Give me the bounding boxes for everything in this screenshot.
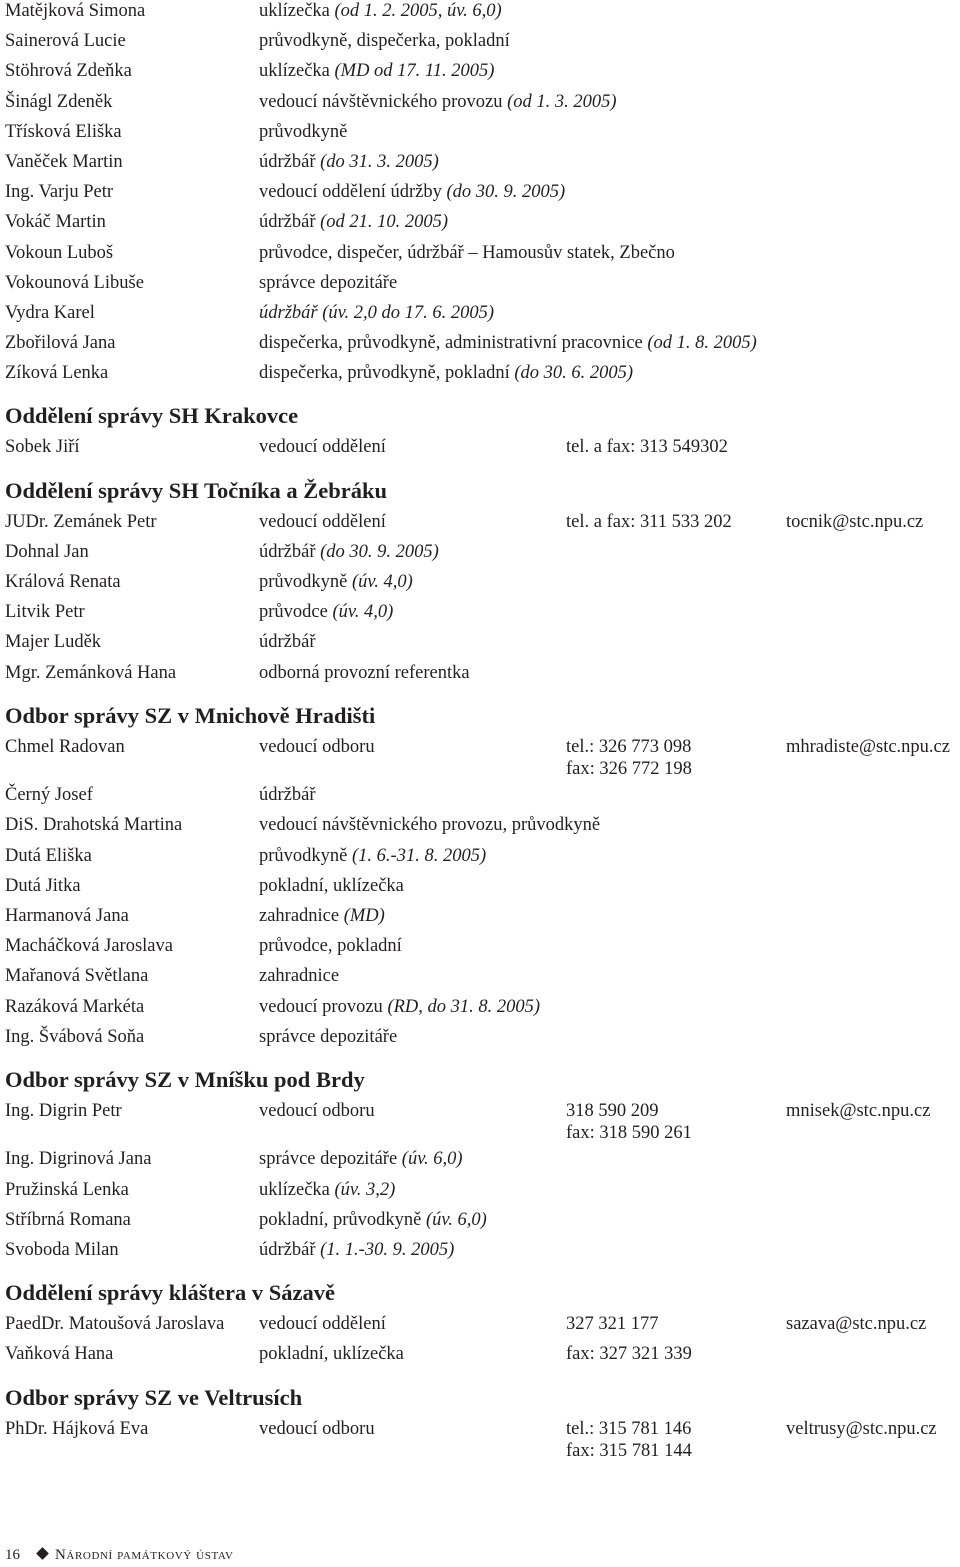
- staff-row: [5, 1209, 955, 1239]
- staff-row: [5, 1179, 955, 1209]
- section-heading: Odbor správy SZ v Mnichově Hradišti: [5, 702, 376, 728]
- staff-role: [259, 436, 386, 458]
- staff-contact: [566, 436, 728, 458]
- phone-number: tel. a fax: 313 549302: [566, 437, 728, 458]
- staff-row: [5, 631, 955, 661]
- staff-name: Zbořilová Jana: [5, 333, 116, 354]
- staff-row: [5, 965, 955, 995]
- role-text: (úv. 6,0): [401, 1149, 463, 1170]
- role-text: vedoucí oddělení údržby: [259, 182, 447, 203]
- staff-row: [5, 0, 955, 30]
- section-heading: Odbor správy SZ ve Veltrusích: [5, 1384, 303, 1410]
- staff-name: Matějková Simona: [5, 1, 146, 21]
- role-text: průvodce, pokladní: [259, 936, 402, 957]
- role-text: údržbář: [259, 1240, 321, 1260]
- staff-role: [259, 965, 339, 987]
- staff-role: [259, 242, 675, 264]
- role-text: vedoucí odboru: [259, 1418, 375, 1439]
- staff-role: [259, 1343, 404, 1365]
- role-text: vedoucí oddělení: [259, 1314, 386, 1335]
- staff-row: [5, 541, 955, 571]
- staff-name: Dohnal Jan: [5, 541, 89, 562]
- role-text: (úv. 4,0): [332, 602, 394, 623]
- role-text: správce depozitáře: [259, 1026, 398, 1047]
- role-text: (do 30. 6. 2005): [514, 363, 634, 384]
- phone-number: fax: 327 321 339: [566, 1344, 692, 1365]
- staff-name: Ing. Digrin Petr: [5, 1100, 122, 1121]
- section-heading: Oddělení správy kláštera v Sázavě: [5, 1280, 335, 1306]
- role-text: (do 30. 9. 2005): [446, 182, 566, 203]
- staff-role: [259, 151, 439, 173]
- staff-role: [259, 60, 494, 82]
- role-text: uklízečka: [259, 61, 335, 82]
- staff-name: Dutá Eliška: [5, 845, 92, 866]
- staff-row: [5, 436, 955, 466]
- staff-row: [5, 784, 955, 814]
- role-text: údržbář (úv. 2,0 do 17. 6. 2005): [259, 302, 495, 323]
- staff-row: [5, 1026, 955, 1056]
- role-text: uklízečka: [259, 1179, 335, 1200]
- role-text: pokladní, uklízečka: [259, 875, 404, 896]
- staff-row: [5, 302, 955, 332]
- staff-name: Mařanová Světlana: [5, 966, 149, 987]
- role-text: průvodkyně, dispečerka, pokladní: [259, 31, 510, 52]
- staff-name: Sobek Jiří: [5, 437, 80, 458]
- role-text: (od 1. 2. 2005, úv. 6,0): [334, 1, 502, 21]
- staff-role: [259, 1026, 397, 1048]
- fax-number: fax: 318 590 261: [566, 1122, 692, 1143]
- email-address: tocnik@stc.npu.cz: [786, 511, 924, 532]
- staff-row: [5, 121, 955, 151]
- phone-number: tel.: 326 773 098: [566, 736, 692, 757]
- staff-role: [259, 1313, 386, 1335]
- fax-number: fax: 315 781 144: [566, 1440, 692, 1461]
- role-text: (od 1. 3. 2005): [507, 91, 617, 112]
- staff-name: Vaňková Hana: [5, 1344, 114, 1365]
- staff-row: [5, 242, 955, 272]
- staff-row: [5, 1239, 955, 1269]
- role-text: zahradnice: [259, 906, 344, 926]
- staff-row: [5, 662, 955, 692]
- staff-role: [259, 814, 600, 836]
- phone-number: tel. a fax: 311 533 202: [566, 511, 732, 532]
- staff-role: [259, 1418, 375, 1440]
- role-text: průvodkyně: [259, 845, 352, 866]
- role-text: průvodkyně: [259, 572, 352, 592]
- staff-name: Vydra Karel: [5, 302, 95, 323]
- staff-name: Vokoun Luboš: [5, 242, 114, 263]
- staff-name: Pružinská Lenka: [5, 1179, 129, 1200]
- staff-name: Harmanová Jana: [5, 906, 129, 926]
- staff-row: [5, 91, 955, 121]
- staff-role: [259, 1209, 487, 1231]
- email-address: mhradiste@stc.npu.cz: [786, 736, 950, 757]
- staff-row: [5, 151, 955, 181]
- staff-row: [5, 1418, 955, 1467]
- staff-name: Litvik Petr: [5, 602, 85, 623]
- phone-number: 327 321 177: [566, 1314, 659, 1335]
- staff-role: [259, 362, 633, 384]
- email-address: veltrusy@stc.npu.cz: [786, 1418, 937, 1439]
- role-text: údržbář: [259, 632, 316, 653]
- staff-name: Svoboda Milan: [5, 1240, 119, 1260]
- role-text: údržbář: [259, 785, 316, 806]
- staff-name: Černý Josef: [5, 785, 93, 806]
- staff-row: [5, 905, 955, 935]
- email-address: sazava@stc.npu.cz: [786, 1314, 927, 1335]
- role-text: (1. 6.-31. 8. 2005): [352, 845, 487, 866]
- staff-row: [5, 845, 955, 875]
- role-text: vedoucí provozu: [259, 996, 388, 1017]
- staff-name: Zíková Lenka: [5, 363, 109, 384]
- staff-role: [259, 1239, 454, 1261]
- role-text: (od 21. 10. 2005): [320, 212, 449, 233]
- staff-row: [5, 272, 955, 302]
- role-text: údržbář: [259, 151, 321, 172]
- publisher-name: Národní památkový ústav: [55, 1547, 234, 1563]
- diamond-icon: [36, 1547, 49, 1560]
- role-text: (do 30. 9. 2005): [320, 541, 439, 562]
- staff-name: Třísková Eliška: [5, 121, 122, 142]
- staff-role: [259, 0, 502, 22]
- staff-role: [259, 631, 316, 653]
- role-text: uklízečka: [259, 1, 335, 21]
- staff-name: Králová Renata: [5, 572, 121, 592]
- staff-name: Stříbrná Romana: [5, 1209, 131, 1230]
- role-text: průvodkyně: [259, 121, 348, 142]
- email-address: mnisek@stc.npu.cz: [786, 1100, 931, 1121]
- page-footer: [5, 1546, 234, 1565]
- staff-role: [259, 935, 402, 957]
- fax-number: fax: 326 772 198: [566, 758, 692, 779]
- staff-row: [5, 511, 955, 541]
- staff-row: [5, 362, 955, 392]
- phone-number: tel.: 315 781 146: [566, 1418, 692, 1439]
- staff-row: [5, 935, 955, 965]
- role-text: pokladní, uklízečka: [259, 1344, 404, 1365]
- staff-role: [259, 1100, 375, 1122]
- staff-role: [259, 91, 617, 113]
- role-text: vedoucí návštěvnického provozu: [259, 91, 508, 112]
- staff-name: Mgr. Zemánková Hana: [5, 662, 177, 683]
- role-text: (RD, do 31. 8. 2005): [387, 996, 541, 1017]
- role-text: (MD): [343, 906, 385, 926]
- staff-name: Chmel Radovan: [5, 736, 125, 757]
- section-heading: Odbor správy SZ v Mníšku pod Brdy: [5, 1066, 365, 1092]
- staff-contact: [566, 1418, 692, 1462]
- role-text: vedoucí oddělení: [259, 511, 386, 532]
- staff-row: [5, 1313, 955, 1343]
- staff-name: Dutá Jitka: [5, 875, 81, 896]
- staff-row: [5, 996, 955, 1026]
- staff-row: [5, 814, 955, 844]
- staff-role: [259, 272, 397, 294]
- staff-role: [259, 784, 316, 806]
- role-text: dispečerka, průvodkyně, pokladní: [259, 363, 515, 384]
- staff-role: [259, 601, 393, 623]
- staff-name: PhDr. Hájková Eva: [5, 1418, 149, 1439]
- staff-name: Razáková Markéta: [5, 996, 145, 1017]
- role-text: (úv. 6,0): [426, 1209, 487, 1230]
- role-text: průvodce: [259, 602, 333, 623]
- staff-name: Vaněček Martin: [5, 151, 123, 172]
- staff-name: Vokáč Martin: [5, 212, 106, 233]
- staff-role: [259, 332, 757, 354]
- staff-role: [259, 121, 347, 143]
- staff-name: Vokounová Libuše: [5, 272, 144, 293]
- role-text: zahradnice: [259, 966, 340, 987]
- role-text: odborná provozní referentka: [259, 662, 470, 683]
- role-text: dispečerka, průvodkyně, administrativní pracovnice: [259, 333, 648, 354]
- staff-role: [259, 875, 404, 897]
- staff-contact: [566, 736, 692, 780]
- staff-role: [259, 996, 540, 1018]
- staff-role: [259, 845, 486, 867]
- staff-row: [5, 1343, 955, 1373]
- staff-row: [5, 181, 955, 211]
- staff-contact: [566, 1313, 659, 1335]
- role-text: pokladní, průvodkyně: [259, 1209, 426, 1230]
- role-text: vedoucí odboru: [259, 1100, 375, 1121]
- staff-name: Sainerová Lucie: [5, 31, 126, 52]
- staff-name: Ing. Digrinová Jana: [5, 1149, 152, 1170]
- staff-row: [5, 211, 955, 241]
- staff-row: [5, 60, 955, 90]
- phone-number: 318 590 209: [566, 1100, 659, 1121]
- staff-name: Majer Luděk: [5, 632, 102, 653]
- role-text: správce depozitáře: [259, 272, 398, 293]
- staff-row: [5, 332, 955, 362]
- staff-role: [259, 511, 386, 533]
- staff-role: [259, 1179, 395, 1201]
- staff-row: [5, 601, 955, 631]
- staff-name: JUDr. Zemánek Petr: [5, 511, 157, 532]
- section-heading: Oddělení správy SH Točníka a Žebráku: [5, 477, 387, 503]
- staff-row: [5, 1100, 955, 1149]
- staff-name: PaedDr. Matoušová Jaroslava: [5, 1314, 225, 1335]
- role-text: (od 1. 8. 2005): [647, 333, 757, 354]
- staff-contact: [566, 511, 732, 533]
- staff-role: [259, 571, 413, 593]
- role-text: (do 31. 3. 2005): [320, 151, 439, 172]
- staff-role: [259, 736, 375, 758]
- staff-contact: [566, 1100, 692, 1144]
- staff-row: [5, 736, 955, 785]
- staff-role: [259, 905, 385, 927]
- staff-row: [5, 30, 955, 60]
- role-text: (MD od 17. 11. 2005): [334, 61, 495, 82]
- staff-name: Macháčková Jaroslava: [5, 936, 173, 957]
- staff-contact: [566, 1343, 692, 1365]
- role-text: vedoucí odboru: [259, 736, 375, 757]
- role-text: správce depozitáře: [259, 1149, 402, 1170]
- staff-name: DiS. Drahotská Martina: [5, 815, 183, 836]
- role-text: (úv. 3,2): [334, 1179, 396, 1200]
- staff-role: [259, 541, 439, 563]
- staff-name: Stöhrová Zdeňka: [5, 61, 132, 82]
- role-text: vedoucí návštěvnického provozu, průvodkyně: [259, 815, 601, 836]
- staff-row: [5, 1148, 955, 1178]
- staff-role: [259, 1148, 463, 1170]
- staff-name: Ing. Varju Petr: [5, 182, 114, 203]
- staff-role: [259, 662, 470, 684]
- role-text: údržbář: [259, 212, 321, 233]
- staff-row: [5, 875, 955, 905]
- role-text: (1. 1.-30. 9. 2005): [320, 1240, 455, 1260]
- role-text: průvodce, dispečer, údržbář – Hamousův statek, Zbečno: [259, 242, 675, 263]
- role-text: (úv. 4,0): [352, 572, 413, 592]
- role-text: vedoucí oddělení: [259, 437, 386, 458]
- staff-name: Ing. Švábová Soňa: [5, 1026, 145, 1047]
- staff-name: Šinágl Zdeněk: [5, 91, 113, 112]
- role-text: údržbář: [259, 541, 321, 562]
- staff-role: [259, 181, 565, 203]
- staff-row: [5, 571, 955, 601]
- section-heading: Oddělení správy SH Krakovce: [5, 403, 299, 429]
- staff-directory: [5, 0, 955, 1466]
- staff-role: [259, 302, 494, 324]
- staff-role: [259, 30, 510, 52]
- page-number: 16: [5, 1547, 20, 1563]
- staff-role: [259, 211, 448, 233]
